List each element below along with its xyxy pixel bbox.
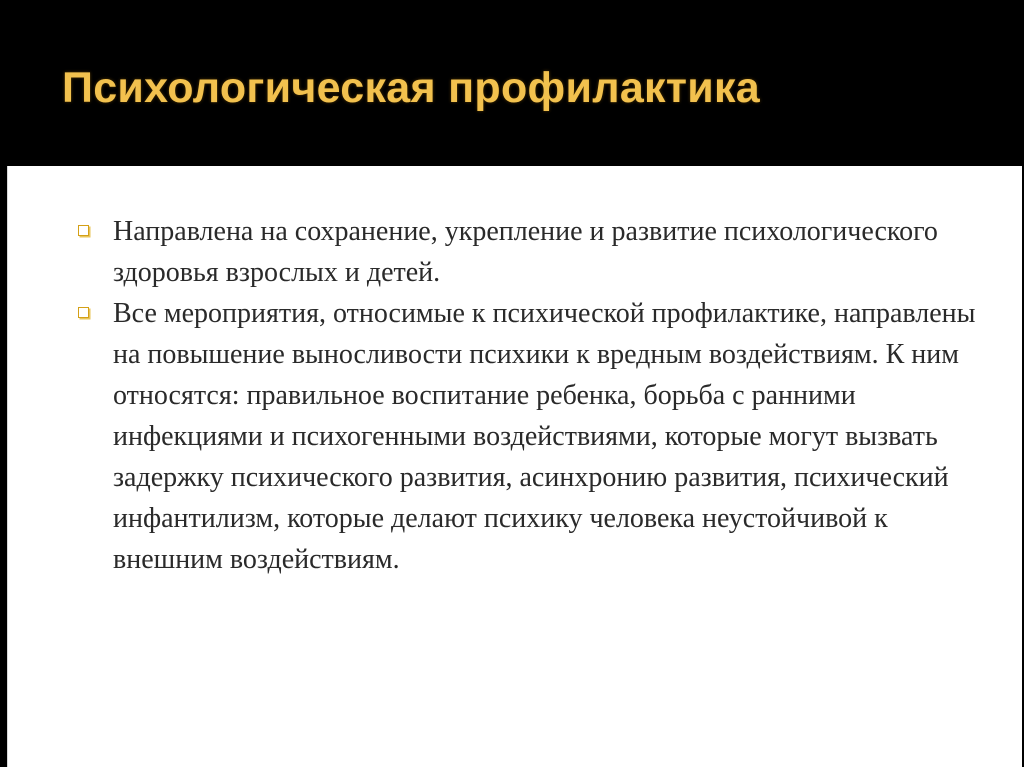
bullet-text: Все мероприятия, относимые к психической профилактике, направлены на повышение выносливости психики к вредным воздействиям. К ним относятся: правильное воспитание ребенка, борьба с ранними инфекциями и психогенными воздействиями, которые могут вызвать задержку психического развития, асинхронию развития, психический инфантилизм, которые делают психику человека неустойчивой к внешним воздействиям.	[113, 298, 976, 575]
content-area	[8, 166, 1022, 767]
bullet-item	[102, 211, 982, 293]
square-bullet-icon	[78, 225, 89, 236]
square-bullet-icon	[78, 307, 89, 318]
bullet-item	[102, 293, 982, 580]
bullet-list	[102, 211, 982, 580]
title-band	[0, 0, 1024, 158]
slide-title: Психологическая профилактика	[62, 64, 760, 112]
bullet-text: Направлена на сохранение, укрепление и развитие психологического здоровья взрослых и детей.	[113, 216, 938, 288]
